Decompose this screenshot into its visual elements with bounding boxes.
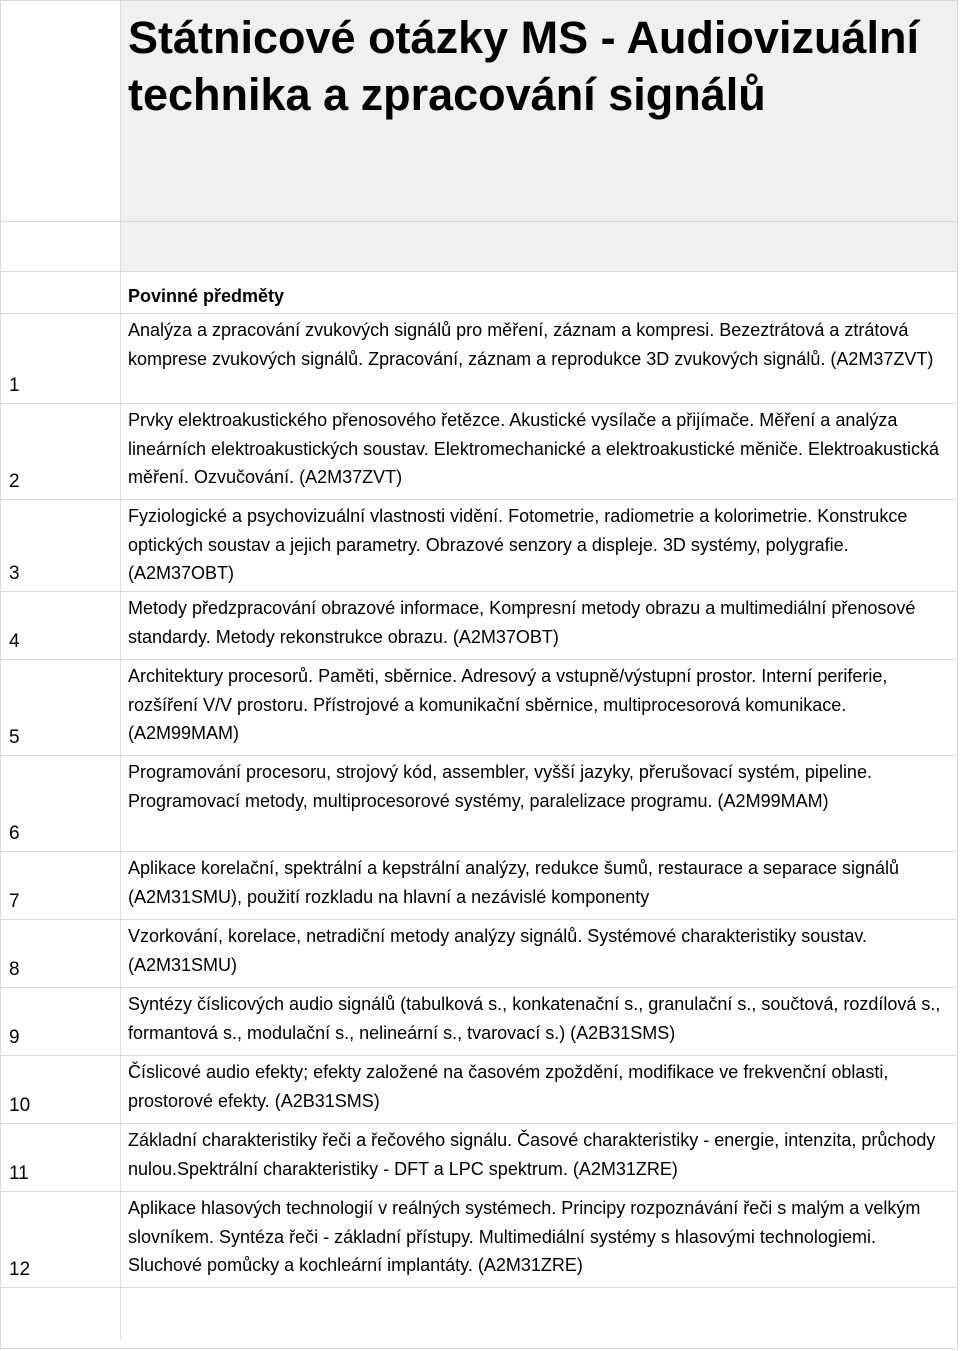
question-row — [1, 1124, 957, 1192]
question-number: 6 — [1, 756, 121, 851]
question-row — [1, 852, 957, 920]
questions-list — [1, 314, 957, 1288]
question-row — [1, 988, 957, 1056]
question-number: 5 — [1, 660, 121, 755]
question-row — [1, 404, 957, 500]
empty-cell — [121, 1288, 957, 1340]
page-title: Státnicové otázky MS - Audiovizuální technika a zpracování signálů — [121, 1, 957, 221]
question-number: 7 — [1, 852, 121, 919]
question-row — [1, 314, 957, 404]
question-number: 1 — [1, 314, 121, 403]
question-number: 8 — [1, 920, 121, 987]
row-number-cell — [1, 1, 121, 221]
question-text: Syntézy číslicových audio signálů (tabulková s., konkatenační s., granulační s., součtová, rozdílová s., formantová s., modulační s., nelineární s., tvarovací s.) (A2B31SMS) — [121, 988, 957, 1055]
empty-cell — [121, 222, 957, 271]
question-text: Programování procesoru, strojový kód, assembler, vyšší jazyky, přerušovací systém, pipeline. Programovací metody, multiprocesorové systémy, paralelizace programu. (A2M99MAM) — [121, 756, 957, 851]
question-text: Vzorkování, korelace, netradiční metody analýzy signálů. Systémové charakteristiky soustav. (A2M31SMU) — [121, 920, 957, 987]
question-number: 11 — [1, 1124, 121, 1191]
question-text: Fyziologické a psychovizuální vlastnosti vidění. Fotometrie, radiometrie a kolorimetrie. Konstrukce optických soustav a jejich parametry. Obrazové senzory a displeje. 3D systémy, polygrafie. (A2M37OBT) — [121, 500, 957, 591]
question-text: Analýza a zpracování zvukových signálů pro měření, záznam a kompresi. Bezeztrátová a ztrátová komprese zvukových signálů. Zpracování, záznam a reprodukce 3D zvukových signálů. (A2M37ZVT) — [121, 314, 957, 403]
question-text: Aplikace hlasových technologií v reálných systémech. Principy rozpoznávání řeči s malým a velkým slovníkem. Syntéza řeči - základní přístupy. Multimediální systémy s hlasovými technologiemi. Sluchové pomůcky a kochleární implantáty. (A2M31ZRE) — [121, 1192, 957, 1287]
row-number-cell — [1, 1288, 121, 1340]
question-text: Aplikace korelační, spektrální a kepstrální analýzy, redukce šumů, restaurace a separace signálů (A2M31SMU), použití rozkladu na hlavní a nezávislé komponenty — [121, 852, 957, 919]
title-row — [1, 1, 957, 222]
question-number: 12 — [1, 1192, 121, 1287]
question-row — [1, 920, 957, 988]
question-number: 3 — [1, 500, 121, 591]
row-number-cell — [1, 272, 121, 313]
question-row — [1, 660, 957, 756]
question-text: Číslicové audio efekty; efekty založené na časovém zpoždění, modifikace ve frekvenční oblasti, prostorové efekty. (A2B31SMS) — [121, 1056, 957, 1123]
question-number: 2 — [1, 404, 121, 499]
question-number: 4 — [1, 592, 121, 659]
section-heading: Povinné předměty — [121, 272, 957, 313]
question-text: Architektury procesorů. Paměti, sběrnice. Adresový a vstupně/výstupní prostor. Interní periferie, rozšíření V/V prostoru. Přístrojové a komunikační sběrnice, multiprocesorová komunikace. (A2M99MAM) — [121, 660, 957, 755]
question-text: Prvky elektroakustického přenosového řetězce. Akustické vysílače a přijímače. Měření a analýza lineárních elektroakustických soustav. Elektromechanické a elektroakustické měniče. Elektroakustická měření. Ozvučování. (A2M37ZVT) — [121, 404, 957, 499]
empty-row — [1, 1288, 957, 1340]
question-row — [1, 1056, 957, 1124]
question-number: 9 — [1, 988, 121, 1055]
question-number: 10 — [1, 1056, 121, 1123]
empty-row — [1, 222, 957, 272]
question-row — [1, 1192, 957, 1288]
question-row — [1, 500, 957, 592]
question-row — [1, 756, 957, 852]
question-row — [1, 592, 957, 660]
question-text: Metody předzpracování obrazové informace, Kompresní metody obrazu a multimediální přenosové standardy. Metody rekonstrukce obrazu. (A2M37OBT) — [121, 592, 957, 659]
question-text: Základní charakteristiky řeči a řečového signálu. Časové charakteristiky - energie, intenzita, průchody nulou.Spektrální charakteristiky - DFT a LPC spektrum. (A2M31ZRE) — [121, 1124, 957, 1191]
section-row — [1, 272, 957, 314]
row-number-cell — [1, 222, 121, 271]
